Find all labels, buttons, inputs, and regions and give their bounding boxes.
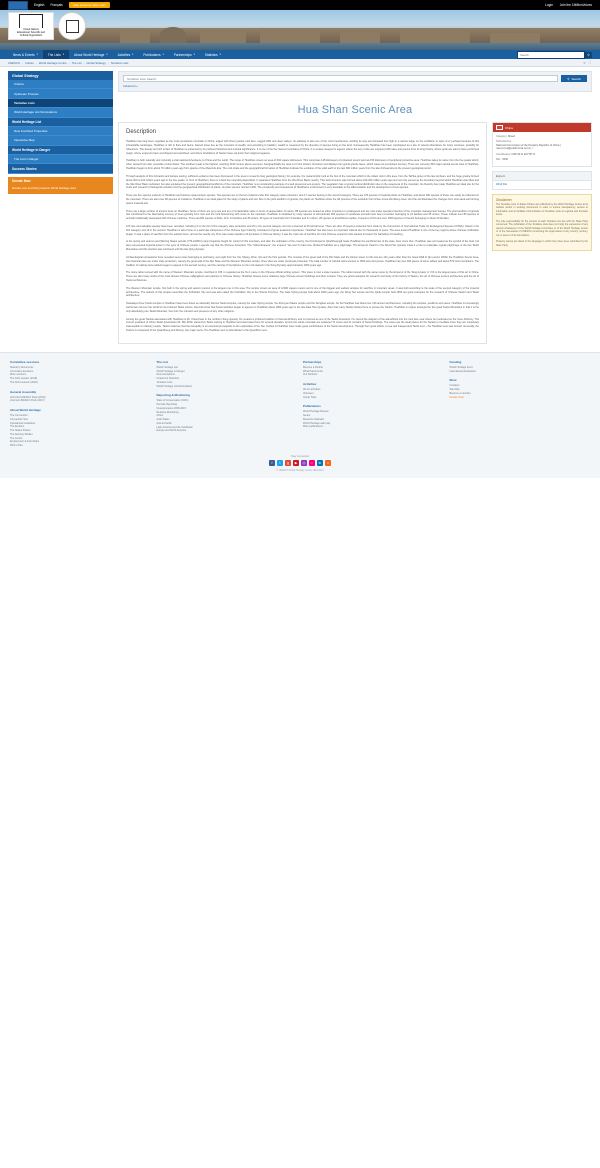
footer-link[interactable]: More sessions <box>10 373 27 377</box>
footer-link[interactable]: The 42nd session (2018) <box>10 380 38 384</box>
search-input[interactable] <box>123 75 558 82</box>
breadcrumb-sep: › <box>21 60 23 65</box>
search-button-label: Search <box>571 76 581 81</box>
breadcrumb <box>0 59 600 67</box>
nav-item-partnerships[interactable] <box>169 50 200 59</box>
advanced-search-link[interactable]: Advanced » <box>123 84 138 89</box>
footer-link[interactable]: Contacts <box>449 384 460 388</box>
language-english[interactable]: English <box>34 3 45 7</box>
sidebar-item-interactive-map[interactable]: Interactive Map <box>8 136 113 145</box>
detail-submitted-by <box>496 140 588 151</box>
breadcrumb-item-culture[interactable]: Culture <box>24 60 34 65</box>
word-file-icon[interactable]: Word File <box>496 183 508 187</box>
detail-key: Submitted by: <box>496 140 512 144</box>
unesco-logo-line3: Cultural Organization <box>19 33 43 37</box>
utility-topbar <box>0 0 600 10</box>
donate-promo-body: Donate now and help preserve World Heritage sites <box>12 186 77 191</box>
detail-value: Mixed <box>507 134 515 138</box>
footer-link[interactable]: Committee decisions <box>10 369 34 373</box>
description-paragraph: 123 rare and valuable species have been recorded, including 3 on the list of first category state protection and 20 in the second category and one protected at Provincial level. There are also 15 species protected from trade by the Convention of International Trade for Endangered Species (CITES). Noted in the first category and 10 in the second. HuaShan is also home to a particular subspecies of the Chinese tiger butterfly, considered of great academic importance. HuaShan has also been an important cultural site for thousands of years. The area around HuaShan is one of the key regions where Chinese civilization began. It was a place of sacrifice from the earliest times, and as the nearby city Xi'an was made capital to 13 dynasties in Chinese history, it was the main site of sacrifice for most Chinese emperors who wanted to lessen the hardships of travelling. <box>126 225 479 236</box>
unesco-logo-icon <box>8 12 54 40</box>
footer-link[interactable]: State of Conservation (SOC) <box>156 399 189 403</box>
nav-label: Activities <box>117 52 131 57</box>
footer-link[interactable]: World Heritage in Danger <box>156 369 185 373</box>
breadcrumb-item-tentative-lists[interactable]: Tentative Lists <box>110 60 129 65</box>
description-paragraph: The stone tablet carved with the name of Western Mountain temple, inscribed in 165, is regarded as the No 1 piece in the Chinese official writing system. This piece is now a state treasure. The tablet carved with the same name by the Emperor of the Tang dynasty in 724 is the largest piece of this art in China. There are also many works of the most famous Chinese calligraphers and painters in Chinese history. HuaShan houses some relatively large Chinese ancient buildings and their remains. They are good examples for research and study of the history of Taoism, the art of Chinese ancient architecture and the art of Taoist architecture. <box>126 271 479 282</box>
footer-link[interactable]: The States Parties <box>10 429 31 433</box>
nav-search-input[interactable]: Search <box>517 51 585 59</box>
detail-key: Ref.: <box>496 158 502 162</box>
disclaimer-paragraph: The sole responsibility for the content of each Tentative List lies with the State Party concerned. The publication of the Tentative Lists does not imply the expression of any opinion whatsoever of the World Heritage Committee or of the World Heritage Centre or of the Secretariat of UNESCO concerning the legal status of any country, territory, city or area or of its boundaries. <box>496 219 588 237</box>
sidebar-item-list-in-danger[interactable]: The List in Danger <box>8 155 113 164</box>
detail-key: Coordinates: <box>496 152 511 156</box>
footer-link[interactable]: Europe and North America <box>156 429 186 433</box>
hero-building-6 <box>490 33 540 43</box>
chevron-down-icon: ▾ <box>193 53 195 56</box>
nav-label: Publications <box>143 52 161 57</box>
breadcrumb-sep: › <box>68 60 70 65</box>
search-icon: ⚲ <box>567 76 570 81</box>
unesco-flag-icon <box>8 1 28 10</box>
hero-dome <box>160 27 186 43</box>
chevron-down-icon: ▾ <box>62 53 64 56</box>
donate-promo[interactable] <box>8 177 113 194</box>
nav-label: Statistics <box>204 52 218 57</box>
footer-column-committee <box>10 360 151 448</box>
disclaimer-paragraph: Property names are listed in the language in which they have been submitted by the State Party. <box>496 240 588 247</box>
sidebar-item-wh-list-nominations[interactable]: World Heritage List Nominations <box>8 108 113 117</box>
main-column <box>118 71 592 344</box>
footer-link[interactable]: World Heritage List Nominations <box>156 384 193 388</box>
unesco-logo-line2: Educational, Scientific and <box>16 31 46 35</box>
instagram-icon[interactable]: ◎ <box>302 460 306 465</box>
detail-category <box>496 135 588 139</box>
site-logo[interactable] <box>8 12 86 40</box>
footer-link[interactable]: Latin America and the Caribbean <box>156 425 193 429</box>
footer-link[interactable]: Operational Guidelines <box>10 421 36 425</box>
youtube-icon[interactable]: ▶ <box>294 460 298 465</box>
sidebar-sublist-2 <box>8 155 113 164</box>
breadcrumb-item-global-strategy[interactable]: Global Strategy <box>86 60 106 65</box>
footer-link[interactable]: Group Tools <box>303 395 317 399</box>
login-link[interactable]: Login <box>545 3 553 7</box>
footer-link-donate[interactable]: Donate Now! <box>449 395 464 399</box>
sidebar-item-upstream-process[interactable]: Upstream Process <box>8 89 113 98</box>
footer-link[interactable]: Series <box>303 414 311 418</box>
export-title: Export <box>493 172 591 181</box>
description-paragraph: Among the great Taoists associated with HuaShan is Mr. Chenchuan in the northern Song dynasty. He created a profound tradition of internal Alchemy and is honored as one of the Taoist Ancestors. He carved the diagram of the aftereffects into the rock face near where he medicated on the Inner Alchemy. The current president of China Taoist Association Mr. Min Zhitin started his Taoist training in HuaShan and was based here for several decades. Across the whole mountain are scattered 72 caves and 21 remains of Taoist buildings. The caves are the ideal places for the Taoists to meditate since they are completely inaccessible to ordinary people. Taoism believes that the tranquility is an essential prerequisite to the exploration of the Tao. Taoists in HuaShan have made great contributions to the Taoist development. Through their great efforts, a new and independent Taoist sect – the HuaShan sect was formed. Generally, the Taoism is composed of the QuanZheng and Zhenyi, two major sects. The HuaShan sect is subordinate to the QuanZhen sect. <box>126 317 479 333</box>
topbar-account-links <box>539 3 592 7</box>
footer-heading: More <box>449 378 457 383</box>
chevron-down-icon: ▾ <box>219 53 221 56</box>
detail-value: 1530 <box>502 158 508 162</box>
detail-ref <box>496 158 588 162</box>
linkedin-icon[interactable]: in <box>318 460 322 465</box>
facebook-icon[interactable]: f <box>269 460 275 466</box>
description-paragraph: Through analysis of this formation and isotope testing, sufficient evidence has been discovered in the area to reveal its long geological history; for example, the metamorphic rock at the foot of the mountain which is the oldest rock in this area, from the TaiHua group of the late Archean, and the huge granite formed about 200 to 100 million years ago in the five peaks. In front of HuaShan, there is a fault line extending East-West. It separates HuaShan form the Wei River Basin nearby. This fault structure was formed about 100-200 million years ago and not only served as the boundary beyond which HuaShan was lifted and the Wei River Basin subsided, but also explained the present geographical landforms of the mountain. HuaShan is an outstanding example of a well-preserved eco-system. The vegetation has a typical vertical distribution due to the steepness of the mountain. Its diversity has made HuaShan an ideal site for the study and research of biological evolution and the geographical distribution of plants. Its plant species number 1266. The complexity and uniqueness of HuaShan's environment is very favorable to the differentiation and the development of new species. <box>126 174 479 190</box>
export-body <box>493 181 591 190</box>
footer-link[interactable]: Tentative Lists <box>156 380 173 384</box>
hero-building-5 <box>400 30 470 43</box>
description-article <box>118 122 487 344</box>
sidebar-section-wh-in-danger[interactable]: World Heritage in Danger <box>8 146 113 155</box>
twitter-icon[interactable]: t <box>277 460 283 466</box>
description-paragraph: There are a large number of ancient trees on HuaShan. Some of them are very rare and are of considerable value in terms of appreciation of nature. 88 species are treated as either important or endangered and are now under special protection of the mountain management bureau. The joint landform of granite has contributed to the fascinating scenery of trees growing from rock and the rock blossoming with moss on the mountain. HuaShan is inhabited by many species of wild animals 284 species of vertebrate animals have been recorded, belonging to 24 families and 45 orders. These include over 80 species of animals traditionally associated with Chinese medicine. There are100 species of birds, form 14 families and 36 orders, 52 types of mammals from 5 families and 17 orders, 28 species of amphibious reptiles, 9 species of fish and over 1500 species of insects belonging to about 20 families. <box>126 209 479 221</box>
language-francais[interactable]: Français <box>50 3 63 7</box>
donate-promo-title: Donate Now <box>8 177 113 185</box>
chevron-down-icon: ▾ <box>132 53 134 56</box>
chevron-down-icon: ▾ <box>106 53 108 56</box>
footer-heading: Publications <box>303 404 321 409</box>
footer-link[interactable]: Reactive Monitoring <box>156 410 179 414</box>
footer-heading: Partnerships <box>303 359 322 364</box>
footer-link[interactable]: Statutory Documents <box>10 365 34 369</box>
donate-button[interactable]: Help preserve sites now! <box>69 2 110 8</box>
hero-building-3 <box>260 28 320 43</box>
footer-link[interactable]: New Inscriptions <box>156 373 175 377</box>
footer-link[interactable]: International Assistance <box>449 369 476 373</box>
nav-label: Partnerships <box>173 52 192 57</box>
china-flag-icon <box>496 125 503 130</box>
footer-link[interactable]: World Heritage wall map <box>303 421 331 425</box>
footer-link[interactable]: Arab States <box>156 418 170 422</box>
breadcrumb-sep: › <box>35 60 37 65</box>
footer-link[interactable]: More publications ... <box>303 425 326 429</box>
sidebar-item-criteria[interactable]: Criteria <box>8 80 113 89</box>
nav-item-news-events[interactable] <box>8 50 43 59</box>
world-heritage-emblem-icon <box>58 12 86 40</box>
footer-heading: The List <box>156 359 169 364</box>
footer-heading: General Assembly <box>10 389 37 394</box>
detail-value: N34°30' E 110°05' N <box>511 152 535 156</box>
nav-label: The Lists <box>47 52 61 57</box>
sidebar <box>8 71 113 344</box>
footer-link[interactable]: Asia & Pacific <box>156 421 172 425</box>
footer-link[interactable]: Volunteer <box>303 391 314 395</box>
footer-heading: Committee sessions <box>10 359 40 364</box>
stay-connected-label: Stay connected <box>291 454 309 458</box>
footer-link[interactable]: 21st GA UNESCO Paris (2017) <box>10 399 45 403</box>
nav-search-button[interactable] <box>585 52 592 58</box>
detail-coordinates <box>496 153 588 157</box>
footer-heading: Funding <box>449 359 462 364</box>
search-button[interactable] <box>561 75 587 82</box>
description-paragraph: There are five species endemic to HuaShan and fourteen quasi-unique species. Two species are on the list of plants under first category state protection, and 17 species belong to the second category. There are 474 species of medical plants on HuaShan, and about 200 species of these can easily be collected on the mountain. There are also over 90 species of mutations. HuaShan is an ideal place for the study of plants and soil. Due to the joint landform of granite, the plants on HuaShan show the full process of the evolution from lichen-moss-shrubbery-trees. And the soil illustrates the changes from rock-sand-soil forming parent material-soil. <box>126 194 479 205</box>
section-heading: Description <box>126 129 157 136</box>
description-paragraph: Nowadays three Taoist temples in HuaShan have been listed as nationally famous Taoist temples, namely the Jade Spring temple, the Zhenyue Palace temple and the Dongdao temple. So far HuaShan has listed over 120 ancient architectures, including the temples, pavilions and caves. HuaShan is increasingly well known all over the world for its profound Taoist culture. Records show that Taoist activities began to appear on HuaShan about 1800 years ago in the late East Han dynasty. After that many Taoists flocked here to pursue the Taoism. HuaShan is unique amongst the five great Taoist Mountains in that it is the only absolutely pure Taoist Mountain, free from the intrusion and presence of any other religions. <box>126 302 479 313</box>
chevron-down-icon: ▾ <box>36 53 38 56</box>
footer-link[interactable]: Criteria for Selection <box>156 377 180 381</box>
footer-link[interactable]: The Emblem <box>10 425 25 429</box>
sidebar-item-tentative-lists[interactable]: Tentative Lists <box>8 99 113 108</box>
nav-item-activities[interactable] <box>113 50 139 59</box>
footer-heading: Activities <box>303 382 317 387</box>
join-link[interactable]: Join the 1MillionVoices <box>559 3 592 7</box>
sidebar-list <box>8 80 113 118</box>
breadcrumb-sep: › <box>83 60 85 65</box>
footer-heading: Reporting & Monitoring <box>156 393 190 398</box>
tentative-list-search <box>118 71 592 92</box>
footer-heading: About World Heritage <box>10 408 41 413</box>
sidebar-title: Global Strategy <box>8 71 113 80</box>
country-header <box>493 123 591 132</box>
country-label: China <box>505 125 513 130</box>
footer-link[interactable]: World Heritage List <box>156 365 178 369</box>
page-title: Hua Shan Scenic Area <box>297 104 413 117</box>
disclaimer-paragraph: The Tentative Lists of States Parties are published by the World Heritage Centre at its website and/or in working documents in order to ensure transparency, access to information and to facilitate harmonization of Tentative Lists at regional and thematic levels. <box>496 202 588 217</box>
chevron-down-icon: ▾ <box>162 53 164 56</box>
hero-building-1 <box>120 29 150 43</box>
site-footer <box>0 352 600 452</box>
detail-key: Category: <box>496 134 508 138</box>
hero-building-4 <box>340 32 380 43</box>
rss-icon[interactable]: ≈ <box>325 460 331 466</box>
footer-link[interactable]: Convention Text <box>10 417 28 421</box>
breadcrumb-item-whc[interactable]: World Heritage Centre <box>38 60 67 65</box>
temple-icon <box>19 14 43 28</box>
nav-item-the-lists[interactable] <box>43 50 69 59</box>
nav-label: About World Heritage <box>73 52 105 57</box>
nav-label: News & Events <box>13 52 35 57</box>
description-paragraph: In the spring and autumn and Warring States periods (770-221BC) many kingdoms fought for control of this mountain, and after the unification of the country, the First Emperor Qinshihuangdi made HuaShan the sacrificial site of the state. Ever since then, HuaShan was not treated as the symbol of the God, but also represented imperial power in the eyes of Chinese people. Legends say that the Chinese Ancestors 'The Yellow Emperor', the emperor Yao and Yu had once climbed HuaShan as a pilgrimage. The Emperor Xuanzi in the West Han dynasty made it a rule to undertake regular pilgrimage to the five Taoist Mountains and this practice was continued until the late Qing dynasty. <box>126 240 479 252</box>
footer-link[interactable]: Periodic Reporting <box>156 403 178 407</box>
info-column <box>492 122 592 255</box>
topbar-brand <box>8 1 28 10</box>
footer-link[interactable]: Employment & Internships <box>10 440 40 444</box>
nav-item-about-world-heritage[interactable] <box>69 50 113 59</box>
breadcrumb-item-unesco[interactable]: UNESCO <box>8 60 20 65</box>
footer-link[interactable]: The Convention <box>10 414 28 418</box>
description-paragraph: HuaShan has long been regarded as the most precipitous mountain in China, edged with sheer granite rock face, rugged cliffs and deep valleys. Its pathway is also one of the most treacherous, winding its way two thousand feet high to a narrow ledge on the cordillera. In spite of or perhaps because of this inhospitable landscape, HuaShan is rich in flora and fauna. Sacred stone lies as the mountain of wealth, and according to tradition, wealth is measured by the diversity of species living on the land. Consequently HuaShan has been worshipped as a site of natural abundance for many centuries, possibly for millennium. The beauty and rich terrain of HuaShan is enhanced by its profound historical and cultural significance. It is one of the five Sacred mountains of China. It is a place steeped in legend, where the very rocks are engraved with tales and poems from its long history, where gods are said to have performed magic, where emperors have worshipped and sacrificed, and where forefathers of Taoism have sat down their religious legacies. <box>126 140 479 155</box>
nav-item-publications[interactable] <box>138 50 168 59</box>
detail-value: National Commission of the People's Republic of China ( nat.commi@public1.bta.net.cn ) <box>496 143 562 151</box>
flickr-icon[interactable]: • <box>309 460 315 466</box>
footer-column-partnerships <box>303 360 444 448</box>
sidebar-section-success-stories[interactable]: Success Stories <box>8 164 113 173</box>
footer-link[interactable]: Our Partners <box>303 373 318 377</box>
footer-column-the-list <box>157 360 298 448</box>
hero-building-2 <box>200 31 246 43</box>
social-icons <box>0 460 600 466</box>
hero-river <box>0 43 600 50</box>
page-root <box>0 0 600 478</box>
breadcrumb-item-the-list[interactable]: The List <box>71 60 82 65</box>
share-icon[interactable]: ≺ ⛶ <box>582 60 592 65</box>
footer-link[interactable]: The Centre <box>10 436 23 440</box>
disclaimer-title: Disclaimer <box>496 197 512 202</box>
footer-link[interactable]: Become a member <box>449 391 471 395</box>
emblem-square <box>66 20 79 33</box>
description-paragraph: HuaShan is both naturally and culturally a vital national inheritance to China and the world. The range of HuaShan covers an area of 304 square kilometers. This comprises 148 kilometers of protected scenic land and 56 kilometers of peripheral protective area. HuaShan takes its name from the five peaks which, when viewed from afar, resemble a lotus flower. The southern peak is the highest, reaching 2160 meters above sea level. Geographically the area is of rock stratum formation and displays the typical granite faces, which cause its precipitous scenery. There are currently 323 major natural scenic sites in HuaShan. HuaShan began to form about 70 million years ago from granite of the Mesozoic Era. The rock strata and the geographical formation of HuaShan indicate the evolution of the solid earth in the last 300 million years from the late Archean Era to the present geological period. <box>126 159 479 171</box>
footer-link[interactable]: The Advisory Bodies <box>10 432 33 436</box>
description-paragraph: The Western Mountain temple, first built in the spring and autumn period, is the largest one in this area. The temple covers an area of 12000 square meters and is one of the biggest and earliest temples for sacrifice in mountain areas. It was built according to the scale of the second category of the imperial architecture. The outlook of this temple resembles the Forbidden City and was also called the Forbidden City in the Shanxi Province. The Jade Spring temple built about 1000 years ago, the Dong Tao temple and the Qinke temple built 1500 are good examples for the research of Chinese Taoism and Taoist architecture. <box>126 286 479 298</box>
google-plus-icon[interactable]: g <box>285 460 291 466</box>
footer-column-funding <box>450 360 591 448</box>
footer-link[interactable]: All our activities <box>303 388 321 392</box>
main-navigation <box>0 50 600 59</box>
footer-link[interactable]: What Partners Do <box>303 369 323 373</box>
sidebar-section-world-heritage-list[interactable]: World Heritage List <box>8 118 113 127</box>
export-box <box>492 171 592 190</box>
sidebar-sublist-1 <box>8 127 113 146</box>
copyright: © UNESCO World Heritage Centre 1992-2019 <box>0 470 600 478</box>
search-icon: ⚲ <box>587 52 590 57</box>
country-details <box>493 132 591 166</box>
description-paragraph: Archaeological excavations have revealed seven sites belonging to prehistory, and eight from the Xia, Shang, Zhou, Qin and the Han periods. The remains of the great wall of the Wei State and the barzon tower on this site are 141 years older than the Great Wall of Qin period. Within the HuaShan Scenic Area, two historical sites are under state protection, namely the great wall of the Wei State and the Western Mountain temple, three sites are under provincial protection. The total number of cultural relics amount to 1500 sets and pieces. HuaShan has over 300 pieces of stone tablets and about 570 rock inscriptions. The tradition of making stone tablets began to appear in the second century, and the carving of inscriptions on the rock started in the Song Dynasty approximately 1000 years ago. <box>126 255 479 267</box>
footer-link[interactable]: 22nd GA UNESCO Paris (2019) <box>10 395 46 399</box>
breadcrumb-sep: › <box>107 60 109 65</box>
footer-link[interactable]: Become a Partner <box>303 365 324 369</box>
footer-link[interactable]: The 43rd session (2019) <box>10 377 38 381</box>
disclaimer-box <box>492 194 592 251</box>
social-bar <box>0 452 600 470</box>
footer-link[interactable]: World Heritage Fund <box>449 365 473 369</box>
main-two-column <box>118 122 592 344</box>
hero-banner <box>0 10 600 50</box>
content-area <box>0 67 600 352</box>
footer-link[interactable]: Questionnaires 2008-2015 <box>156 406 186 410</box>
footer-link[interactable]: Who's Who <box>10 444 23 448</box>
footer-link[interactable]: Resource Manuals <box>303 417 324 421</box>
footer-link[interactable]: Site Map <box>449 388 460 392</box>
footer-link[interactable]: World Heritage Review <box>303 410 329 414</box>
search-row <box>123 75 587 82</box>
unesco-logo-line1: United Nations <box>23 28 39 32</box>
nav-item-statistics[interactable] <box>200 50 226 59</box>
footer-link[interactable]: Africa <box>156 414 163 418</box>
sidebar-item-new-inscribed-properties[interactable]: New Inscribed Properties <box>8 127 113 136</box>
country-infobox <box>492 122 592 167</box>
